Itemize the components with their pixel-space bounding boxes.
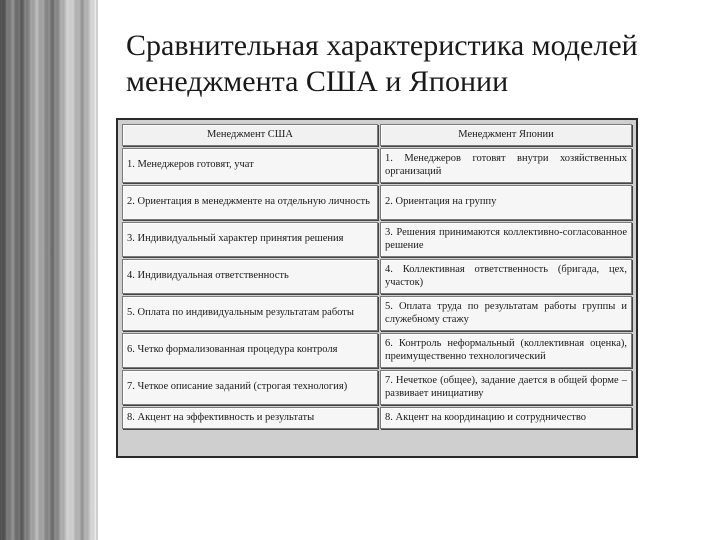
cell-usa: 8. Акцент на эффективность и результаты [122,407,378,429]
cell-japan: 1. Менеджеров готовят внутри хозяйственных организаций [380,148,632,183]
comparison-table-frame [116,118,638,458]
table-header-row [122,124,632,146]
cell-usa: 2. Ориентация в менеджменте на отдельную личность [122,185,378,220]
comparison-table [120,122,634,431]
cell-usa: 4. Индивидуальная ответственность [122,259,378,294]
table-row [122,185,632,220]
cell-japan: 7. Нечеткое (общее), задание дается в общей форме – развивает инициативу [380,370,632,405]
cell-japan: 6. Контроль неформальный (коллективная оценка), преимущественно технологический [380,333,632,368]
table-row [122,333,632,368]
table-row [122,259,632,294]
table-row [122,407,632,429]
cell-japan: 4. Коллективная ответственность (бригада, цех, участок) [380,259,632,294]
cell-usa: 3. Индивидуальный характер принятия решения [122,222,378,257]
cell-japan: 2. Ориентация на группу [380,185,632,220]
decorative-side-bar [0,0,96,540]
cell-japan: 5. Оплата труда по результатам работы группы и служебному стажу [380,296,632,331]
table-row [122,296,632,331]
cell-japan: 3. Решения принимаются коллективно-согласованное решение [380,222,632,257]
cell-usa: 6. Четко формализованная процедура контроля [122,333,378,368]
header-japan: Менеджмент Японии [380,124,632,146]
cell-usa: 1. Менеджеров готовят, учат [122,148,378,183]
cell-usa: 5. Оплата по индивидуальным результатам работы [122,296,378,331]
cell-usa: 7. Четкое описание заданий (строгая технология) [122,370,378,405]
table-row [122,222,632,257]
table-row [122,370,632,405]
cell-japan: 8. Акцент на координацию и сотрудничество [380,407,632,429]
table-row [122,148,632,183]
side-divider [96,0,98,540]
header-usa: Менеджмент США [122,124,378,146]
slide-title: Сравнительная характеристика моделей менеджмента США и Японии [126,29,638,98]
